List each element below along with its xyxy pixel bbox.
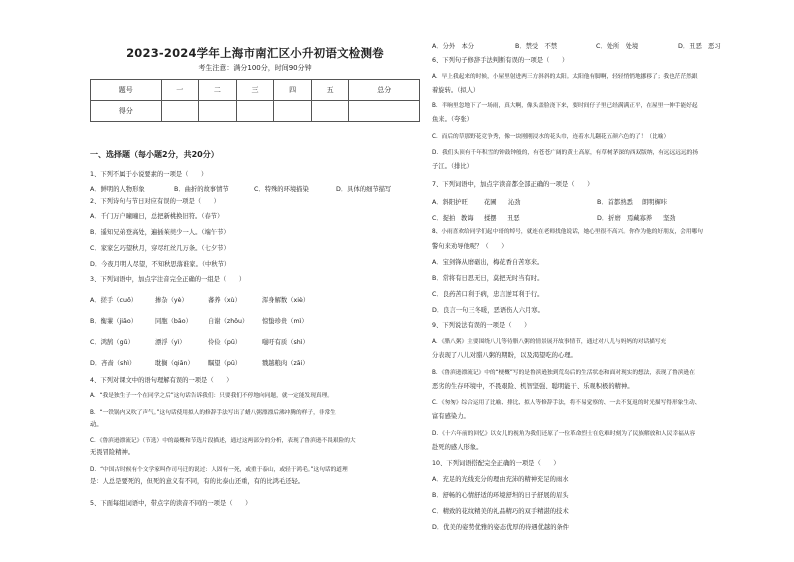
q7-word: 教诲 <box>461 215 474 222</box>
q8-option-a[interactable]: A．宝剑锋从磨砺出，梅花香自苦寒来。 <box>432 259 544 266</box>
q4-option-d-cont: 是：人总是要死的，但死的意义有不同，有的比泰山还重，有的比鸿毛还轻。 <box>90 478 305 485</box>
q3-a-word: 浑身解数（xiè） <box>262 297 310 304</box>
score-table <box>90 79 420 122</box>
score-cell: 二 <box>199 80 237 101</box>
q1-option-d[interactable]: D．具体的细节描写 <box>336 186 392 193</box>
score-input-cell[interactable] <box>349 101 420 122</box>
q3-b-word: 惊蛰珍贵（mì） <box>262 318 308 325</box>
score-cell: 四 <box>274 80 312 101</box>
q10-option-c[interactable]: C．精致的花纹精美的礼品精巧的双手精湛的技术 <box>432 508 569 515</box>
q8-option-c[interactable]: C．良药苦口利于病，忠言逆耳利于行。 <box>432 291 544 298</box>
q5-option-d[interactable]: D．丑恶 恶习 <box>678 43 721 50</box>
q3-d-word: 瞩望（pū） <box>208 360 242 367</box>
question-4: 4、下列对课文中的语句理解有误的一项是（ ） <box>90 377 233 384</box>
q3-a-word: 蕃养（xù） <box>208 297 241 304</box>
score-cell: 得分 <box>91 101 162 122</box>
q6-option-c[interactable]: C．而后的草那野花竞争秀，像一块刚刚浸水的花头巾，连着水儿翻花五颜六色的了！（比喻） <box>432 134 670 140</box>
q3-d-word: 戮越粮肉（zāi） <box>262 360 309 367</box>
q7-word: 丑恶 <box>507 215 520 222</box>
q10-option-d[interactable]: D．优美的姿势优雅的姿态优厚的待遇优越的条件 <box>432 524 570 531</box>
question-2: 2、下列诗句与节日对应有误的一项是（ ） <box>90 198 220 205</box>
q2-option-c[interactable]: C．家家乞巧望秋月，穿尽红丝几万条。（七夕节） <box>90 245 230 252</box>
score-input-cell[interactable] <box>274 101 312 122</box>
question-3: 3、下列词语中，加点字注音完全正确的一组是（ ） <box>90 276 246 283</box>
q6-option-a-cont: 着旋转。（拟人） <box>432 87 480 94</box>
q7-word: 焉藏寡养 <box>627 215 653 222</box>
q3-a-word[interactable]: A．搓手（cuō） <box>90 297 138 304</box>
score-cell: 五 <box>311 80 349 101</box>
q10-option-b[interactable]: B．舒畅的心情舒适的环境舒坦的日子舒展的眉头 <box>432 492 569 499</box>
exam-notice: 考生注意：满分100分，时间90分钟 <box>198 64 312 72</box>
q6-option-b[interactable]: B．半晌里忽地下了一场雨，真大啊，像头盖脸浇下来，要时间仔子里已经满满正平，在屋里一伸手能好起 <box>432 103 698 109</box>
q1-option-b[interactable]: B．曲折的故事情节 <box>174 186 229 193</box>
q1-option-a[interactable]: A．鲜明的人物形象 <box>90 186 145 193</box>
question-9: 9、下列说法有误的一项是（ ） <box>432 322 531 329</box>
q3-c-word: 漂浮（yì） <box>155 339 186 346</box>
q3-c-word: 伶俭（pū） <box>208 339 242 346</box>
q6-option-d-cont: 子江。（排比） <box>432 163 473 170</box>
score-table-header-row <box>91 80 420 101</box>
question-10: 10、下列词语搭配完全正确的一项是（ ） <box>432 460 560 467</box>
score-cell: 总分 <box>349 80 420 101</box>
q7-option-a[interactable]: A．斜阳护旺 <box>432 199 468 206</box>
q1-option-c[interactable]: C．特殊的环境描染 <box>254 186 309 193</box>
q5-option-a[interactable]: A．分外 本分 <box>432 43 475 50</box>
q9-option-c-cont: 富有感染力。 <box>432 413 470 420</box>
q2-option-a[interactable]: A．千门万户曈曈日，总把新桃换旧符。（春节） <box>90 213 224 220</box>
q2-option-d[interactable]: D．今夜月明人尽望，不知秋思落谁家。（中秋节） <box>90 261 231 268</box>
q8-option-d[interactable]: D．良言一句三冬暖，恶语伤人六月寒。 <box>432 307 544 314</box>
q4-option-b[interactable]: B．“一铁锅内又吹了声气。”这句话使用拟人的修辞手法写出了蜡八粥漂漂后沸冲腾的样子，非常生 <box>90 410 336 416</box>
q4-option-c-cont: 无畏冒险精神。 <box>90 449 135 456</box>
score-cell: 一 <box>161 80 199 101</box>
score-table-score-row <box>91 101 420 122</box>
page-title: 2023-2024学年上海市南汇区小升初语文检测卷 <box>126 46 384 60</box>
q7-word: 揉摆 <box>484 215 497 222</box>
q3-d-word: 耽搁（qiān） <box>155 360 194 367</box>
q9-option-d-cont: 赴死的感人形象。 <box>432 444 483 451</box>
question-5: 5、下面每组词语中，带点字的读音不同的一项是（ ） <box>90 500 252 507</box>
q7-option-c[interactable]: C．捉拍 <box>432 215 456 222</box>
section-heading: 一、选择题（每小题2分，共20分） <box>90 150 219 159</box>
score-cell: 三 <box>236 80 274 101</box>
q9-option-a[interactable]: A．《腊八粥》主要围绕八儿等待腊八粥的情景展开故事情节，通过对八儿与妈妈的对话描写充 <box>432 339 667 345</box>
q5-option-b[interactable]: B．禁受 不禁 <box>515 43 558 50</box>
question-8-cont: 警句来劝导他呢？（ ） <box>432 243 508 250</box>
q3-a-word: 掺杂（yè） <box>155 297 188 304</box>
q7-option-d[interactable]: D．折磨 <box>597 215 621 222</box>
question-8: 8、小雨喜欢给同学们起中哥的绰号，就连在老师找他说话，她心里很不高兴。你作为他的好朋友，会用哪句 <box>432 229 703 235</box>
q3-b-word[interactable]: B．衡蒹（jiāo） <box>90 318 138 325</box>
q3-d-word[interactable]: D．吝啬（shì） <box>90 360 136 367</box>
q10-option-a[interactable]: A．充足的光线充分的理由充沛的精神充足的雨水 <box>432 476 569 483</box>
q7-word: 沁劲 <box>508 199 521 206</box>
score-input-cell[interactable] <box>311 101 349 122</box>
q3-c-word[interactable]: C．鸿鹄（gǔ） <box>90 339 134 346</box>
score-input-cell[interactable] <box>161 101 199 122</box>
q3-b-word: 同胞（bāo） <box>155 318 192 325</box>
question-7: 7、下列词语中，加点字读音都全部正确的一项是（ ） <box>432 181 594 188</box>
question-6: 6、下列句子修辞手法判断有误的一项是（ ） <box>432 57 569 64</box>
q3-b-word: 自谢（zhōu） <box>208 318 249 325</box>
q7-word: 坚劲 <box>663 215 676 222</box>
q4-option-c[interactable]: C．《鲁滨逊漂流记》（节选）中的最概和节选片段描述，通过这两部分的分析，表现了鲁滨逊不畏艰险的大 <box>90 438 356 444</box>
q9-option-b[interactable]: B．《鲁滨逊漂流记》中的“梗概”写的是鲁滨逊独到荒岛后的生活状态和面对现实的想法，表现了鲁滨逊在 <box>432 370 695 376</box>
q6-option-d[interactable]: D．我们头顶有千年积雪的钟鼓钟般的，有苍苍广阔的黄土高原，有草树茅深的西双版纳，有远远远远的扬 <box>432 150 699 156</box>
q4-option-b-cont: 动。 <box>90 421 103 428</box>
q7-word: 花圃 <box>484 199 497 206</box>
score-cell: 题号 <box>91 80 162 101</box>
q9-option-b-cont: 恶劣的生存环境中，不畏艰险、机智坚强、聪明能干、乐观积极的精神。 <box>432 383 634 390</box>
q4-option-d[interactable]: D．“中国古时候有个文学家叫作司马迁的说过：人固有一死，或重于泰山，或轻于鸿毛。”这句话的道理 <box>90 467 348 473</box>
q7-word: 朗明樨咔 <box>642 199 668 206</box>
q9-option-c[interactable]: C．《匆匆》综合运用了比喻、排比、拟人等修辞手法，将不易觉察的、一去不复返的时光描写得形象生动、 <box>432 400 701 406</box>
q6-option-a[interactable]: A．早上我起来的时候，小屋里射进两三方斜斜的太阳。太阳他有脚啊，轻轻悄悄地挪移了；我也茫茫然跟 <box>432 74 698 80</box>
score-input-cell[interactable] <box>236 101 274 122</box>
q8-option-b[interactable]: B．常将有日思无日，莫把无时当有时。 <box>432 275 544 282</box>
q7-option-b[interactable]: B．首都熟悉 <box>597 199 633 206</box>
q9-option-a-cont: 分表现了八儿对腊八粥的期盼，以及渴望吃的心理。 <box>432 352 577 359</box>
question-1: 1、下列不属于小说要素的一项是（ ） <box>90 171 208 178</box>
q5-option-c[interactable]: C．处所 处境 <box>596 43 639 50</box>
q4-option-a[interactable]: A．“我是独生子一个在同学之后”这句话告诉我们：只要我们不停地向同题，就一定能发现真理。 <box>90 393 333 399</box>
score-input-cell[interactable] <box>199 101 237 122</box>
q3-c-word: 嗤吁有质（shì） <box>262 339 309 346</box>
q2-option-b[interactable]: B．遥知兄弟登高处，遍插茱萸少一人。（端午节） <box>90 229 230 236</box>
q6-option-b-cont: 鱼来。（夸张） <box>432 116 473 123</box>
q9-option-d[interactable]: D．《十六年前的回忆》以女儿的视角为我们还原了一位革命烈士在危难时刻为了民族解放和人民幸福从容 <box>432 431 696 437</box>
